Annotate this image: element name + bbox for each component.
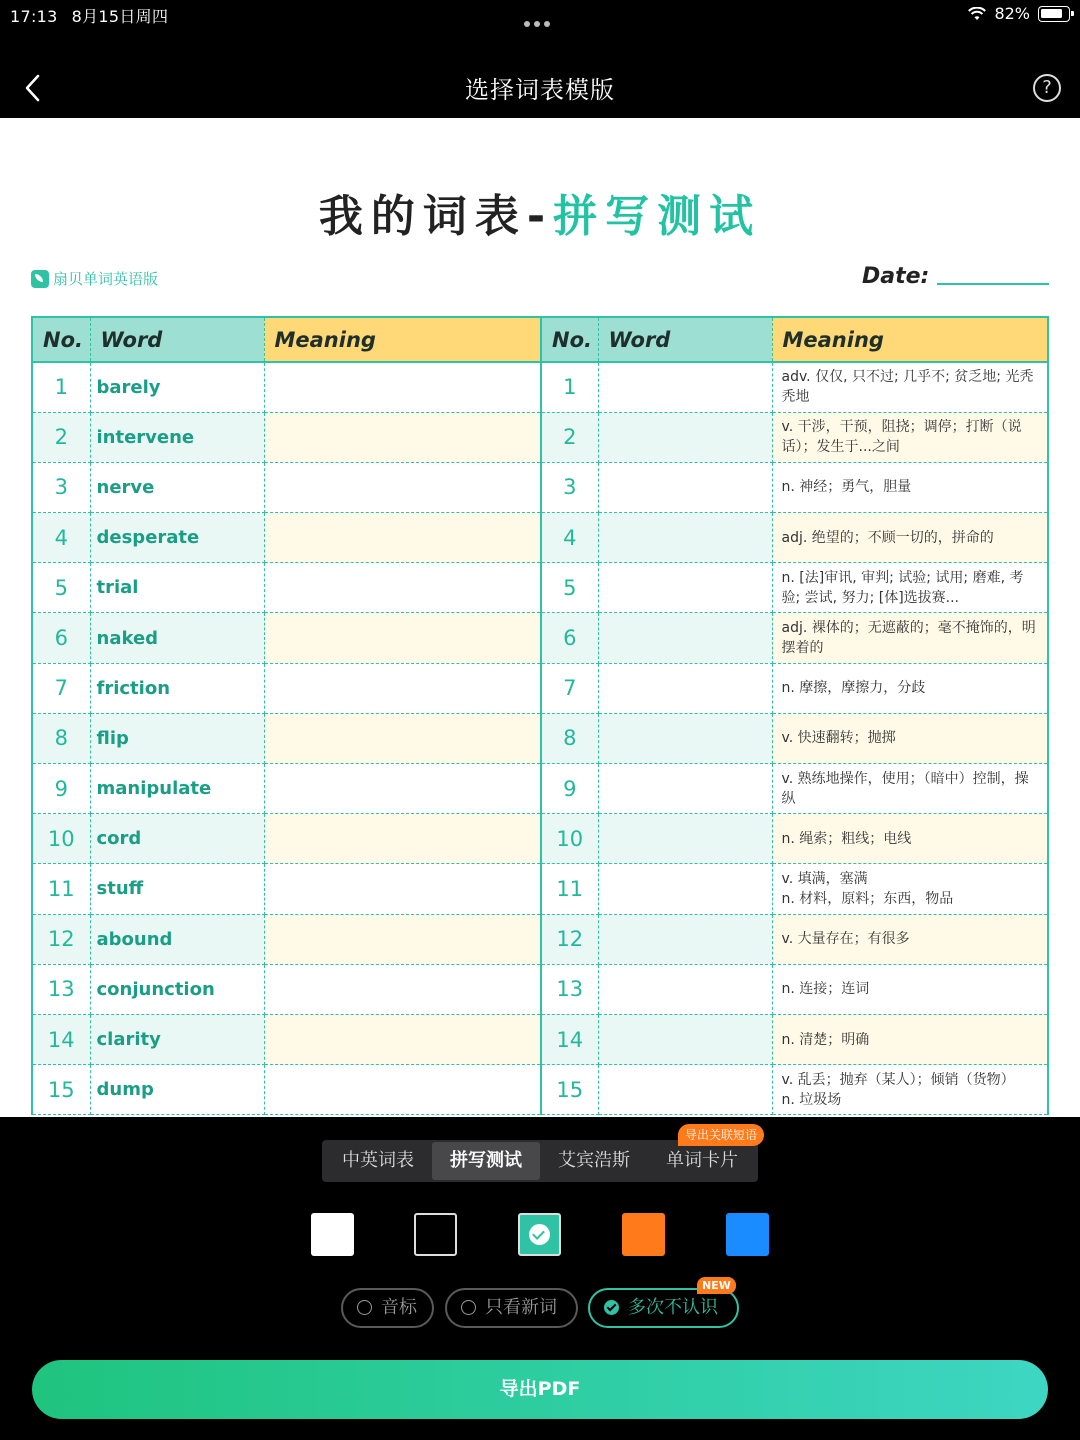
row-word: conjunction [90,964,264,1014]
row-meaning: v. 熟练地操作，使用；（暗中）控制，操纵 [772,764,1047,814]
table-row [33,713,1047,763]
date-label: Date: [862,264,930,289]
shanbay-logo-icon [31,270,49,288]
new-badge: NEW [697,1277,736,1294]
export-pdf-button[interactable]: 导出PDF [32,1360,1048,1419]
row-meaning: v. 快速翻转；抛掷 [772,713,1047,763]
row-word-blank [598,462,772,512]
tab-word-cards[interactable]: 单词卡片 [666,1150,738,1171]
row-number-right: 10 [541,814,598,864]
row-meaning: n. 摩擦，摩擦力，分歧 [772,663,1047,713]
row-word: cord [90,814,264,864]
row-word: naked [90,613,264,663]
row-meaning-blank [264,964,541,1014]
row-number-right: 3 [541,462,598,512]
color-swatch-orange[interactable] [622,1213,665,1256]
template-tabs [322,1140,758,1182]
row-number-left: 15 [33,1065,90,1115]
date-underline [937,283,1049,285]
row-meaning-blank [264,613,541,663]
row-number-right: 9 [541,764,598,814]
row-meaning-blank [264,412,541,462]
row-word: dump [90,1065,264,1115]
row-meaning-blank [264,362,541,412]
table-row [33,914,1047,964]
table-body [33,362,1047,1115]
row-number-right: 11 [541,864,598,914]
table-row [33,764,1047,814]
option-label: 只看新词 [485,1297,557,1318]
table-row [33,412,1047,462]
row-word: trial [90,563,264,613]
row-number-right: 15 [541,1065,598,1115]
tab-spelling-test[interactable]: 拼写测试 [432,1142,540,1180]
table-row [33,563,1047,613]
worksheet-title-accent: 拼写测试 [553,191,762,242]
row-number-right: 6 [541,613,598,663]
row-word-blank [598,713,772,763]
row-number-left: 9 [33,764,90,814]
option-repeatedly-unknown[interactable] [588,1288,739,1328]
header-no-left: No. [33,318,90,362]
option-label: 多次不认识 [628,1297,718,1318]
row-meaning: n. [法]审讯, 审判; 试验; 试用; 磨难, 考验; 尝试, 努力; [体]选拔赛... [772,563,1047,613]
row-number-right: 12 [541,914,598,964]
row-meaning-blank [264,864,541,914]
row-word-blank [598,513,772,563]
table-row [33,462,1047,512]
row-meaning: n. 清楚；明确 [772,1014,1047,1064]
row-number-right: 7 [541,663,598,713]
row-number-right: 1 [541,362,598,412]
checked-circle-icon [604,1300,619,1315]
row-word-blank [598,563,772,613]
row-word: friction [90,663,264,713]
option-new-words-only[interactable] [445,1288,578,1328]
row-word-blank [598,914,772,964]
row-number-left: 4 [33,513,90,563]
tab-ebbinghaus[interactable]: 艾宾浩斯 [558,1150,630,1171]
table-row [33,814,1047,864]
row-meaning: v. 大量存在；有很多 [772,914,1047,964]
row-word: manipulate [90,764,264,814]
row-number-left: 13 [33,964,90,1014]
row-word-blank [598,613,772,663]
table-row [33,362,1047,412]
wifi-icon [968,7,986,21]
color-swatch-teal[interactable] [518,1213,561,1256]
table-row [33,1014,1047,1064]
row-meaning-blank [264,814,541,864]
status-bar [0,0,1080,30]
row-number-right: 13 [541,964,598,1014]
row-meaning-blank [264,1014,541,1064]
row-number-left: 1 [33,362,90,412]
option-phonetic[interactable] [341,1288,434,1328]
row-meaning-blank [264,513,541,563]
row-word-blank [598,663,772,713]
row-word-blank [598,1014,772,1064]
row-number-right: 4 [541,513,598,563]
row-number-left: 8 [33,713,90,763]
row-meaning-blank [264,713,541,763]
row-word: abound [90,914,264,964]
table-row [33,613,1047,663]
row-meaning: n. 神经；勇气，胆量 [772,462,1047,512]
row-word-blank [598,764,772,814]
row-meaning-blank [264,663,541,713]
row-number-right: 14 [541,1014,598,1064]
export-phrases-badge: 导出关联短语 [678,1124,764,1146]
header-meaning-left: Meaning [264,318,541,362]
row-number-right: 5 [541,563,598,613]
brand [31,268,158,289]
table-row [33,513,1047,563]
row-word: nerve [90,462,264,512]
row-meaning: v. 填满，塞满 n. 材料，原料；东西，物品 [772,864,1047,914]
radio-circle-icon [461,1300,476,1315]
row-word: desperate [90,513,264,563]
header-word-right: Word [598,318,772,362]
row-meaning: n. 连接；连词 [772,964,1047,1014]
worksheet-preview[interactable] [0,118,1080,1117]
color-swatch-blue[interactable] [726,1213,769,1256]
row-number-left: 7 [33,663,90,713]
header-no-right: No. [541,318,598,362]
row-meaning: adv. 仅仅, 只不过; 几乎不; 贫乏地; 光秃秃地 [772,362,1047,412]
row-meaning-blank [264,914,541,964]
row-meaning-blank [264,1065,541,1115]
table-row [33,1065,1047,1115]
row-word: intervene [90,412,264,462]
worksheet-title-main: 我的词表- [318,191,554,242]
row-number-left: 12 [33,914,90,964]
brand-name: 扇贝单词英语版 [53,270,159,288]
table-row [33,864,1047,914]
row-word-blank [598,964,772,1014]
table-header-row [33,318,1047,362]
row-number-left: 2 [33,412,90,462]
multitask-dots-icon[interactable] [524,12,556,18]
row-word-blank [598,814,772,864]
color-swatch-white[interactable] [311,1213,354,1256]
help-icon[interactable]: ? [1033,74,1061,102]
row-word-blank [598,1065,772,1115]
row-meaning: v. 乱丢；抛弃（某人）；倾销（货物） n. 垃圾场 [772,1065,1047,1115]
row-number-left: 11 [33,864,90,914]
row-meaning: adj. 裸体的；无遮蔽的；毫不掩饰的，明摆着的 [772,613,1047,663]
check-icon [529,1224,550,1245]
battery-percent: 82% [994,4,1030,23]
table-row [33,964,1047,1014]
row-word-blank [598,412,772,462]
nav-bar [0,58,1080,118]
row-word: flip [90,713,264,763]
row-meaning-blank [264,462,541,512]
worksheet-title [0,180,1080,244]
row-word-blank [598,864,772,914]
row-word: stuff [90,864,264,914]
status-time: 17:13 [10,7,58,26]
option-label: 音标 [381,1297,417,1318]
row-number-left: 14 [33,1014,90,1064]
status-date: 8月15日周四 [71,7,169,26]
row-word: clarity [90,1014,264,1064]
row-word-blank [598,362,772,412]
row-meaning-blank [264,563,541,613]
tab-chinese-english[interactable]: 中英词表 [342,1150,414,1171]
row-number-left: 10 [33,814,90,864]
battery-icon [1038,6,1070,22]
color-swatch-black[interactable] [414,1213,457,1256]
row-number-right: 2 [541,412,598,462]
row-number-left: 5 [33,563,90,613]
row-meaning: adj. 绝望的；不顾一切的，拼命的 [772,513,1047,563]
word-table [31,316,1049,1115]
table-row [33,663,1047,713]
row-number-left: 3 [33,462,90,512]
header-meaning-right: Meaning [772,318,1047,362]
header-word-left: Word [90,318,264,362]
row-number-left: 6 [33,613,90,663]
radio-circle-icon [357,1300,372,1315]
row-meaning: n. 绳索；粗线；电线 [772,814,1047,864]
page-title: 选择词表模版 [465,76,615,104]
row-meaning-blank [264,764,541,814]
row-number-right: 8 [541,713,598,763]
row-meaning: v. 干涉，干预，阻挠；调停；打断（说话）；发生于...之间 [772,412,1047,462]
row-word: barely [90,362,264,412]
